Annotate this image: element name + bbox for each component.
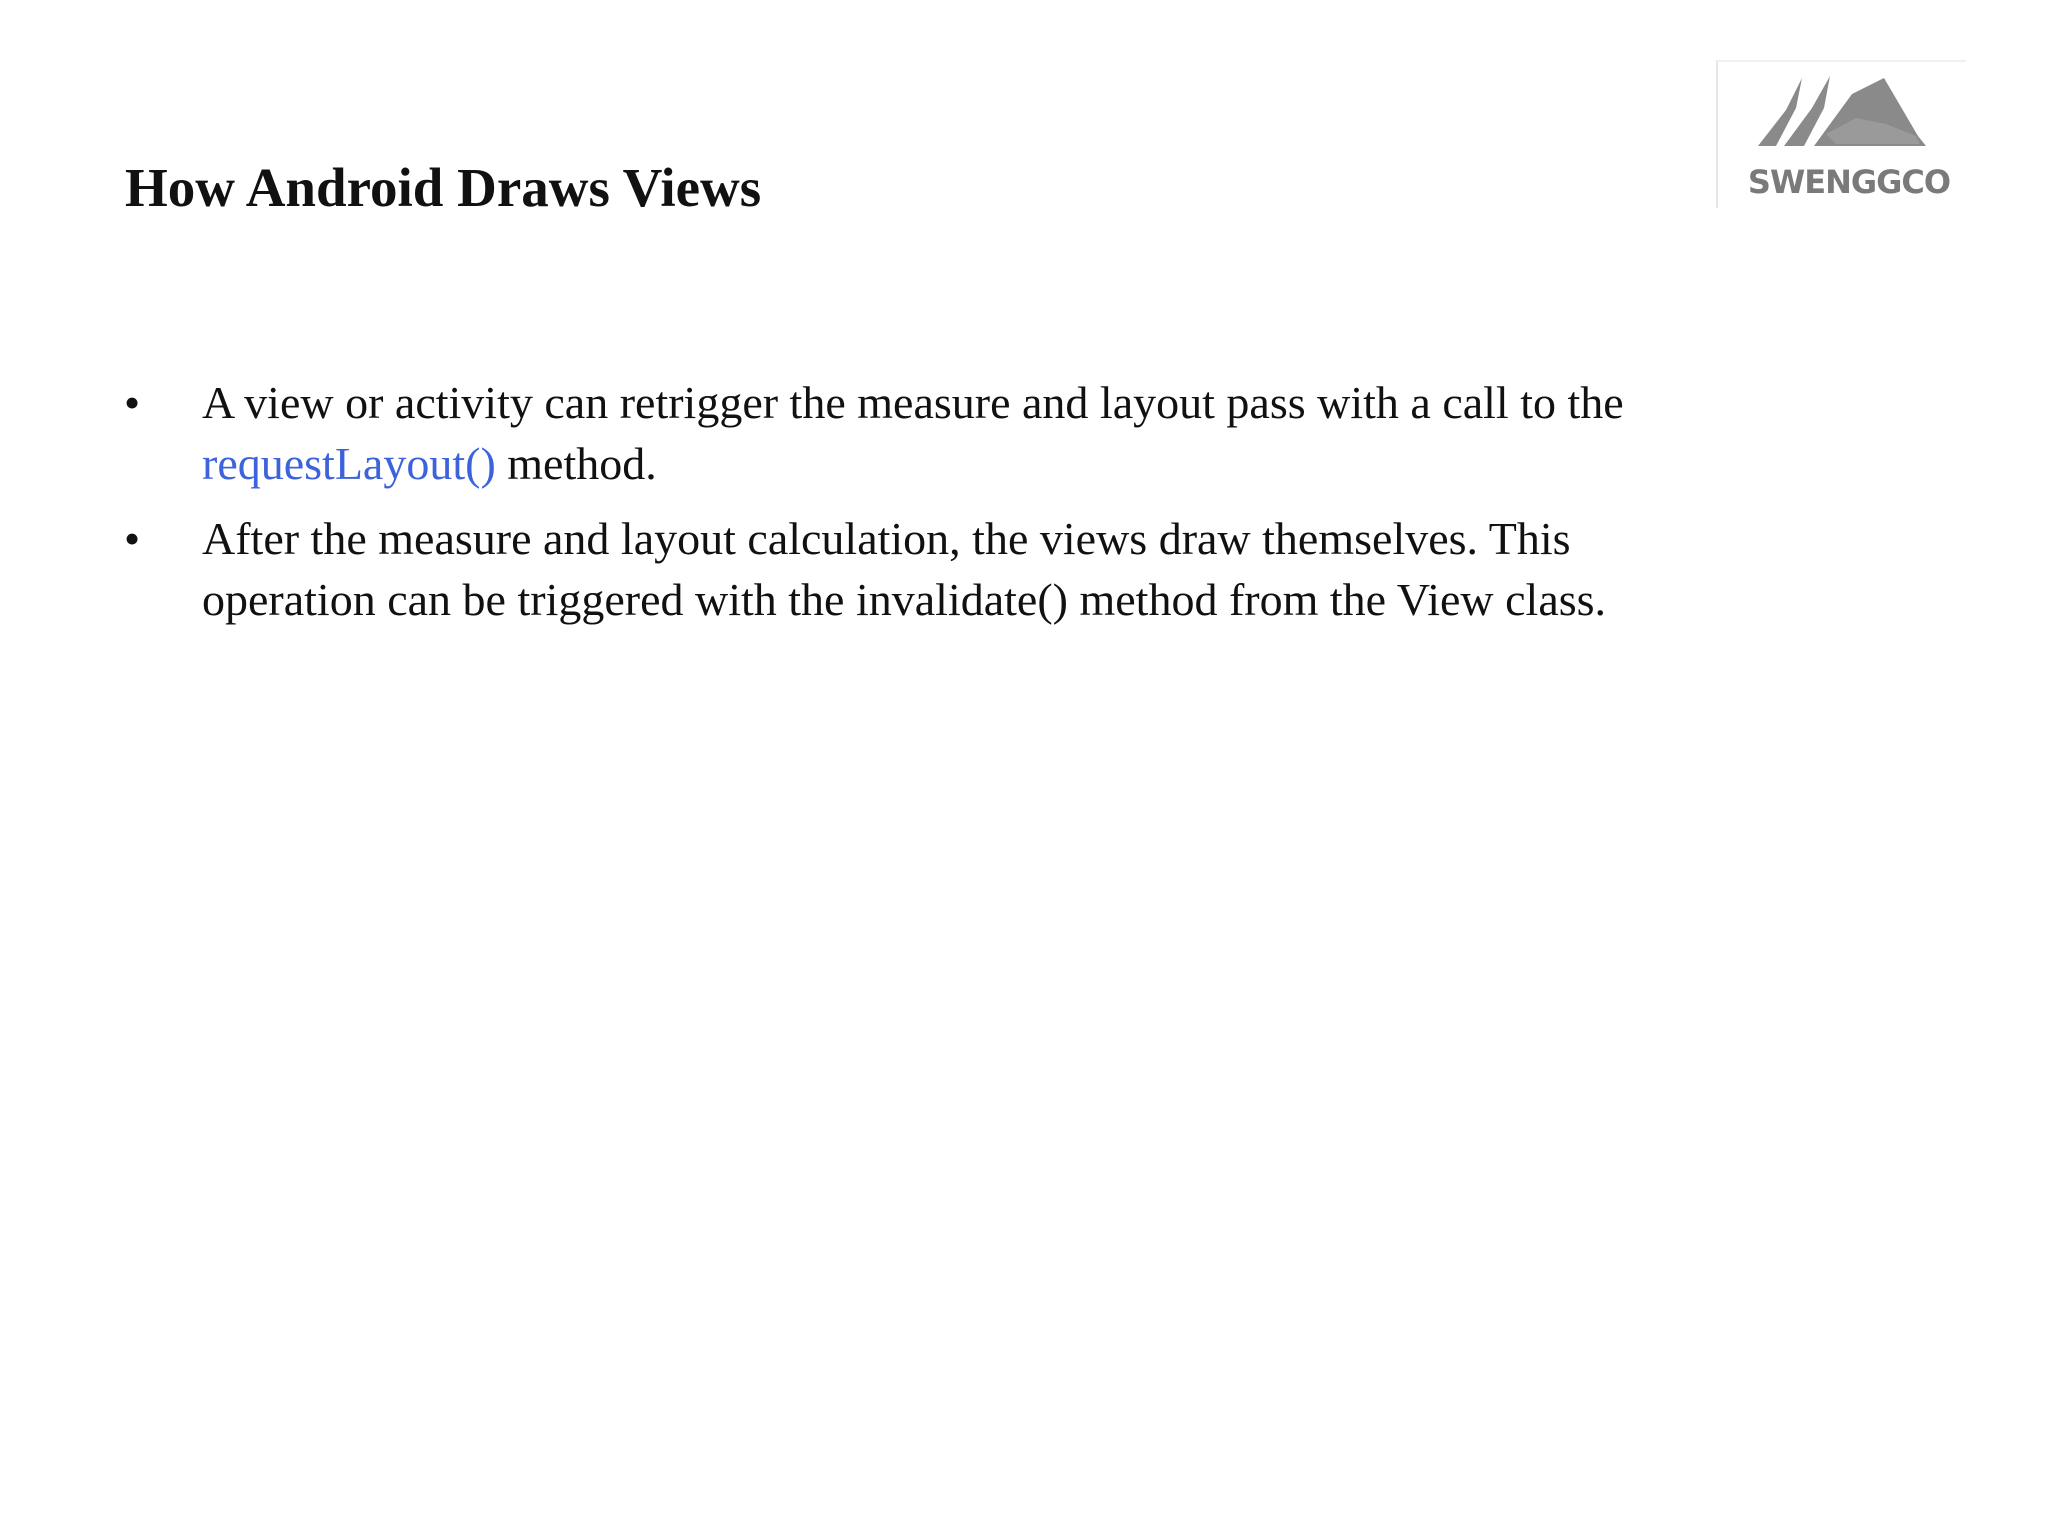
bullet-text-line [202,433,1860,494]
bullet-item [120,372,1860,494]
bullet-text-fragment: method. [495,438,657,489]
company-logo [1716,60,1966,208]
bullet-text-line: A view or activity can retrigger the measure and layout pass with a call to the [202,377,1624,428]
bullet-marker: • [124,377,141,428]
bullet-item [120,508,1860,630]
bullet-list [120,372,1860,644]
logo-wordmark: SWENGGCO [1747,163,1951,201]
slide-title: How Android Draws Views [125,157,762,218]
bullet-marker: • [124,513,141,564]
bullet-text-line: operation can be triggered with the invalidate() method from the View class. [202,574,1607,625]
bullet-text-line: After the measure and layout calculation, the views draw themselves. This [202,513,1571,564]
mountain-logo-icon [1756,74,1936,162]
request-layout-link[interactable]: requestLayout() [202,438,496,489]
